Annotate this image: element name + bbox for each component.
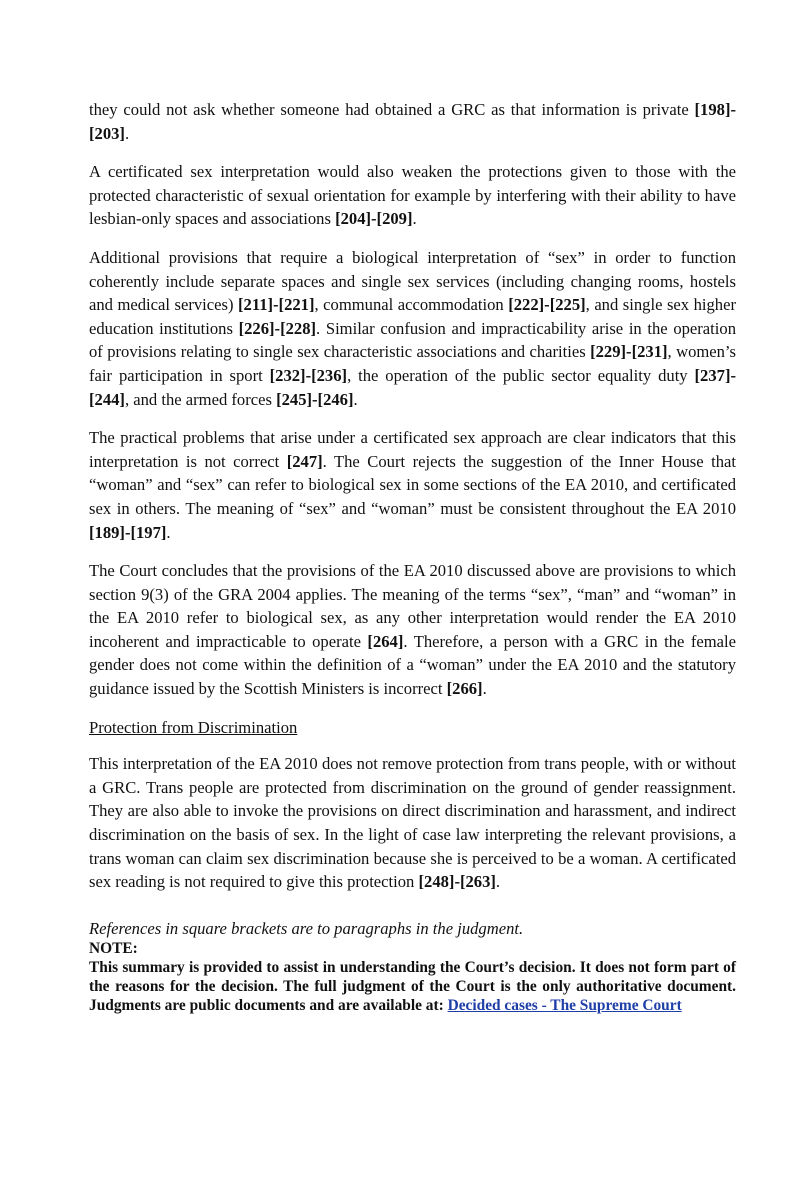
paragraph-reference: [248]-[263] — [418, 872, 496, 892]
paragraph-text: The practical problems that arise under a certificated sex approach are clear indicators that this interpretation is not correct — [89, 428, 736, 471]
paragraph-reference: [204]-[209] — [335, 209, 413, 229]
decided-cases-link[interactable]: Decided cases - The Supreme Court — [447, 996, 682, 1014]
paragraph-reference: [189]-[197] — [89, 522, 167, 542]
summary-paragraph — [89, 160, 736, 231]
paragraph-text: . — [412, 209, 417, 229]
summary-paragraph — [89, 426, 736, 544]
references-note: References in square brackets are to paragraphs in the judgment. — [89, 918, 524, 938]
paragraph-text: Additional provisions that require a biological interpretation of “sex” in order to function coherently include separate spaces and single sex services (including changing rooms, hostels and medical services) — [89, 247, 736, 315]
paragraph-text: The Court concludes that the provisions of the EA 2010 discussed above are provisions to which section 9(3) of the GRA 2004 applies. The meaning of the terms “sex”, “man” and “woman” in the EA 2010 refer to biological sex, as any other interpretation would render the EA 2010 incoherent and impracticable to operate — [89, 561, 736, 651]
judgment-summary-body — [89, 98, 736, 701]
paragraph-reference: [266] — [446, 679, 483, 699]
paragraph-text: , the operation of the public sector equality duty — [347, 365, 695, 385]
paragraph-text: they could not ask whether someone had obtained a GRC as that information is private — [89, 100, 695, 119]
paragraph-text: , women’s fair participation in sport — [89, 342, 736, 385]
summary-paragraph — [89, 559, 736, 701]
paragraph-text: A certificated sex interpretation would also weaken the protections given to those with the protected characteristic of sexual orientation for example by interfering with their ability to have lesbian-only spaces and associations — [89, 162, 736, 229]
paragraph-text: , and the armed forces — [124, 389, 277, 409]
paragraph-text: . Therefore, a person with a GRC in the female gender does not come within the definition of a “woman” under the EA 2010 and the statutory guidance issued by the Scottish Ministers is incorrect — [89, 631, 736, 699]
final-paragraph — [89, 752, 736, 894]
paragraph-text: . — [482, 679, 487, 699]
paragraph-reference: [245]-[246] — [276, 389, 354, 409]
paragraph-reference: [264] — [367, 631, 404, 651]
paragraph-text: , and single sex higher education institutions — [89, 295, 736, 338]
note-text — [89, 958, 736, 1015]
paragraph-reference: [226]-[228] — [238, 318, 317, 338]
paragraph-text: , communal accommodation — [314, 295, 509, 315]
note-body: This summary is provided to assist in understanding the Court’s decision. It does not form part of the reasons for the decision. The full judgment of the Court is the only authoritative document. Judgments are public documents and are available at: — [89, 958, 736, 1014]
paragraph-reference: [229]-[231] — [590, 342, 668, 362]
paragraph-reference: [198]-[203] — [89, 100, 736, 143]
summary-paragraph — [89, 246, 736, 411]
paragraph-reference: [222]-[225] — [508, 295, 586, 315]
section-heading: Protection from Discrimination — [89, 717, 298, 737]
paragraph-text: . — [124, 123, 130, 143]
paragraph-text: . — [495, 872, 501, 892]
paragraph-reference: [247] — [286, 451, 323, 471]
paragraph-reference: [232]-[236] — [269, 365, 348, 385]
paragraph-text: . — [353, 389, 358, 409]
paragraph-reference: [237]-[244] — [89, 365, 736, 409]
paragraph-text: . — [166, 522, 171, 542]
paragraph-text: . Similar confusion and impracticability arise in the operation of provisions relating to single sex characteristic associations and charities — [89, 318, 736, 362]
note-label: NOTE: — [89, 939, 138, 957]
document-page — [89, 98, 736, 1015]
paragraph-text: . The Court rejects the suggestion of the Inner House that “woman” and “sex” can refer to biological sex in some sections of the EA 2010, and certificated sex in others. The meaning of “sex” and “woman” must be consistent throughout the EA 2010 — [89, 451, 737, 518]
paragraph-text: This interpretation of the EA 2010 does not remove protection from trans people, with or without a GRC. Trans people are protected from discrimination on the ground of gender reassignment. They are also able to invoke the provisions on direct discrimination and harassment, and indirect discrimination on the basis of sex. In the light of case law interpreting the relevant provisions, a trans woman can claim sex discrimination because she is perceived to be a woman. A certificated sex reading is not required to give this protection — [89, 754, 736, 892]
paragraph-reference: [211]-[221] — [238, 295, 315, 315]
summary-paragraph — [89, 98, 736, 145]
